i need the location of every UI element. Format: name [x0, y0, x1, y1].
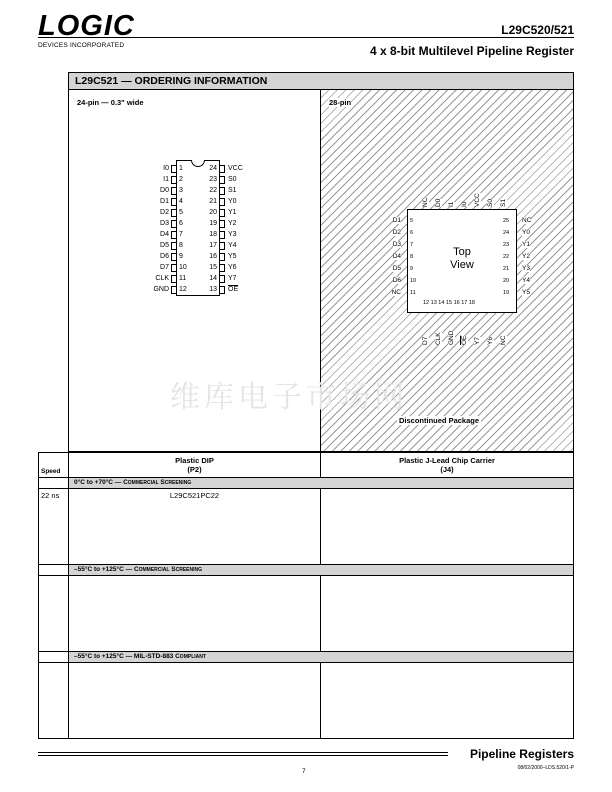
dip-pin-number: 9	[179, 253, 183, 260]
dip-pin-lead	[220, 242, 225, 250]
plcc-pin-name: D2	[392, 229, 401, 236]
dip-pin-name: Y7	[228, 275, 237, 282]
dip-pin-lead	[171, 209, 176, 217]
dip-pin-number: 16	[209, 253, 217, 260]
plcc-pin-number: 21	[503, 266, 510, 272]
dip-pin-name: D0	[160, 187, 169, 194]
dip-pin-lead	[171, 286, 176, 294]
table-row	[39, 576, 574, 652]
dip-pin-number: 4	[179, 198, 183, 205]
plcc-pin-name: GND	[448, 330, 455, 345]
dip-pin-lead	[220, 165, 225, 173]
dip-pin-name: Y0	[228, 198, 237, 205]
plcc-pin-number: 19	[503, 290, 510, 296]
plcc-pin-name: Y0	[522, 229, 530, 236]
dip-pin-name: GND	[153, 286, 169, 293]
dip-pin-name: Y4	[228, 242, 237, 249]
discontinued-label: Discontinued Package	[399, 416, 480, 425]
dip-pin-number: 14	[209, 275, 217, 282]
plcc-pin-name: D6	[392, 277, 401, 284]
temperature-band-commercial	[39, 478, 574, 489]
footer-title: Pipeline Registers	[469, 747, 574, 761]
table-header-row	[39, 453, 574, 478]
dip-pin-name: CLK	[155, 275, 169, 282]
dip-pin-number: 23	[209, 176, 217, 183]
plcc-part-cell	[321, 576, 574, 652]
band-grade: Commercial Screening	[133, 566, 202, 573]
plcc-view-label: View	[450, 259, 474, 271]
band-range: –55°C to +125°C — MIL-STD-883	[74, 653, 176, 660]
dip-pin-lead	[220, 231, 225, 239]
dip-pin-name: D1	[160, 198, 169, 205]
speed-cell	[39, 576, 69, 652]
plcc-pin-name: Y7	[474, 337, 481, 345]
dip-pin-name: Y3	[228, 231, 237, 238]
band-grade: Compliant	[175, 653, 206, 660]
dip-pin-lead	[220, 275, 225, 283]
plcc-pin-number: 23	[503, 242, 510, 248]
dip-pin-lead	[171, 275, 176, 283]
plcc-pin-name: Y6	[487, 337, 494, 345]
dip-pin-number: 24	[209, 165, 217, 172]
plcc-pinout-diagram	[361, 145, 571, 345]
dip-pin-lead	[220, 286, 225, 294]
plcc-pin-name: Y1	[522, 241, 530, 248]
plcc-pin-number: 10	[410, 278, 417, 284]
dip-pin-number: 6	[179, 220, 183, 227]
band-label	[69, 652, 574, 663]
watermark-text: 维库电子市场网	[170, 380, 408, 415]
dip-pin-number: 2	[179, 176, 183, 183]
dip-pin-number: 18	[209, 231, 217, 238]
speed-cell	[39, 663, 69, 739]
plcc-pin-name: D7	[422, 336, 429, 345]
dip-pin-number: 11	[179, 275, 187, 282]
dip-pin-number: 8	[179, 242, 183, 249]
dip-pin-number: 10	[179, 264, 187, 271]
plcc-pin-name: S0	[487, 199, 494, 207]
dip-pin-name: Y1	[228, 209, 237, 216]
dip-pin-name: Y5	[228, 253, 237, 260]
speed-cell: 22 ns	[39, 489, 69, 565]
plcc-header	[321, 453, 574, 478]
dip-pin-lead	[171, 187, 176, 195]
plcc-pin-number: 8	[410, 254, 414, 260]
dip-pin-name: Y2	[228, 220, 237, 227]
dip-pin-name: I0	[163, 165, 169, 172]
dip-pin-name: VCC	[228, 165, 243, 172]
plcc-pin-number: 20	[503, 278, 510, 284]
footer-rules	[38, 752, 448, 758]
dip-pin-number: 15	[209, 264, 217, 271]
dip-package-label: 24-pin — 0.3" wide	[77, 98, 144, 107]
plcc-pin-name: NC	[391, 289, 401, 296]
plcc-top-label: Top	[453, 246, 471, 258]
plcc-pin-name: I0	[461, 201, 468, 207]
ordering-table	[38, 452, 574, 739]
plcc-pin-name: D4	[392, 253, 401, 260]
plcc-pin-number: 11	[410, 290, 416, 296]
speed-header: Speed	[39, 453, 69, 478]
plcc-package-label: 28-pin	[329, 98, 352, 107]
dip-pin-lead	[220, 187, 225, 195]
plcc-pin-number: 5	[410, 218, 414, 224]
dip-pin-name: S0	[228, 176, 237, 183]
plcc-pin-name: Y3	[522, 265, 530, 272]
dip-pin-lead	[220, 198, 225, 206]
plcc-pin-name: I1	[448, 201, 455, 207]
plcc-pin-name: Y5	[522, 289, 530, 296]
dip-pin-lead	[171, 165, 176, 173]
plcc-pin-name: D5	[392, 265, 401, 272]
band-label	[69, 478, 574, 489]
dip-pin-lead	[171, 264, 176, 272]
plcc-pin-number: 9	[410, 266, 414, 272]
plcc-header-name: Plastic J-Lead Chip Carrier	[399, 456, 495, 465]
plcc-pin-name: D3	[392, 241, 401, 248]
dip-pin-number: 3	[179, 187, 183, 194]
table-row	[39, 489, 574, 565]
dip-pin-name: Y6	[228, 264, 237, 271]
plcc-bottom-pin-numbers: 12 13 14 15 16 17 18	[423, 300, 475, 306]
plcc-part-cell	[321, 663, 574, 739]
company-name: DEVICES INCORPORATED	[38, 42, 125, 49]
dip-pin-lead	[171, 231, 176, 239]
plcc-pin-number: 7	[410, 242, 414, 248]
band-grade: Commercial Screening	[123, 479, 192, 486]
dip-pin-number: 12	[179, 286, 187, 293]
dip-pin-number: 17	[209, 242, 217, 249]
plcc-pin-name: Y4	[522, 277, 530, 284]
dip-pin-name: D7	[160, 264, 169, 271]
dip-pin-number: 7	[179, 231, 183, 238]
plcc-pin-name: NC	[500, 335, 507, 345]
plcc-pin-name: NC	[522, 217, 532, 224]
dip-pin-lead	[220, 264, 225, 272]
plcc-pin-name: VCC	[474, 193, 481, 207]
dip-pin-name: $\overline{OE}$	[228, 286, 239, 293]
band-label	[69, 565, 574, 576]
dip-pin-name: D4	[160, 231, 169, 238]
band-range: –55°C to +125°C —	[74, 566, 134, 573]
dip-pin-name: D2	[160, 209, 169, 216]
dip-pin-number: 19	[209, 220, 217, 227]
plcc-pin-number: 6	[410, 230, 414, 236]
dip-header-code: (P2)	[187, 465, 202, 474]
dip-pin-lead	[220, 220, 225, 228]
dip-pin-lead	[220, 209, 225, 217]
plcc-pin-name: $\overline{OE}$	[461, 335, 468, 345]
section-title: L29C521 — ORDERING INFORMATION	[69, 73, 573, 90]
dip-pin-number: 1	[179, 165, 183, 172]
dip-pin-name: D3	[160, 220, 169, 227]
dip-pin-number: 13	[209, 286, 217, 293]
plcc-pin-number: 22	[503, 254, 510, 260]
dip-pin-lead	[171, 220, 176, 228]
dip-pin-number: 21	[209, 198, 217, 205]
document-subtitle: 4 x 8-bit Multilevel Pipeline Register	[369, 44, 574, 58]
temperature-band-mil-std	[39, 652, 574, 663]
dip-pin-number: 20	[209, 209, 217, 216]
dip-pin-name: D6	[160, 253, 169, 260]
dip-pin-name: I1	[163, 176, 169, 183]
dip-pin-lead	[171, 253, 176, 261]
dip-part-cell	[69, 663, 321, 739]
dip-pin-number: 22	[209, 187, 217, 194]
plcc-part-cell	[321, 489, 574, 565]
band-range: 0°C to +70°C —	[74, 479, 124, 486]
band-spacer	[39, 478, 69, 489]
page-number: 7	[302, 768, 306, 775]
dip-pin-name: D5	[160, 242, 169, 249]
plcc-top-view-label	[408, 246, 516, 272]
dip-pin-number: 5	[179, 209, 183, 216]
plcc-pin-name: CLK	[435, 332, 442, 345]
dip-pin-lead	[220, 253, 225, 261]
dip-pin-lead	[220, 176, 225, 184]
dip-part-cell: L29C521PC22	[69, 489, 321, 565]
temperature-band-military-commercial	[39, 565, 574, 576]
document-code: 08/02/2000–LDS.520/1-P	[517, 765, 574, 771]
plcc-chip-body	[407, 209, 517, 313]
plcc-header-code: (J4)	[440, 465, 454, 474]
dip-pin-lead	[171, 198, 176, 206]
plcc-pin-number: 25	[503, 218, 510, 224]
dip-pin-lead	[171, 242, 176, 250]
band-spacer	[39, 652, 69, 663]
dip-pin-lead	[171, 176, 176, 184]
band-spacer	[39, 565, 69, 576]
dip-header-name: Plastic DIP	[175, 456, 214, 465]
dip-part-cell	[69, 576, 321, 652]
dip-pin-name: S1	[228, 187, 237, 194]
dip-header	[69, 453, 321, 478]
header-rule	[38, 37, 574, 38]
plcc-pin-number: 24	[503, 230, 510, 236]
company-logo: LOGIC	[38, 10, 135, 42]
plcc-pin-name: D0	[435, 198, 442, 207]
plcc-pin-name: Y2	[522, 253, 530, 260]
plcc-pin-name: S1	[500, 199, 507, 207]
table-row	[39, 663, 574, 739]
plcc-pin-name: NC	[422, 197, 429, 207]
part-number-heading: L29C520/521	[501, 23, 574, 37]
plcc-pin-name: D1	[392, 217, 401, 224]
